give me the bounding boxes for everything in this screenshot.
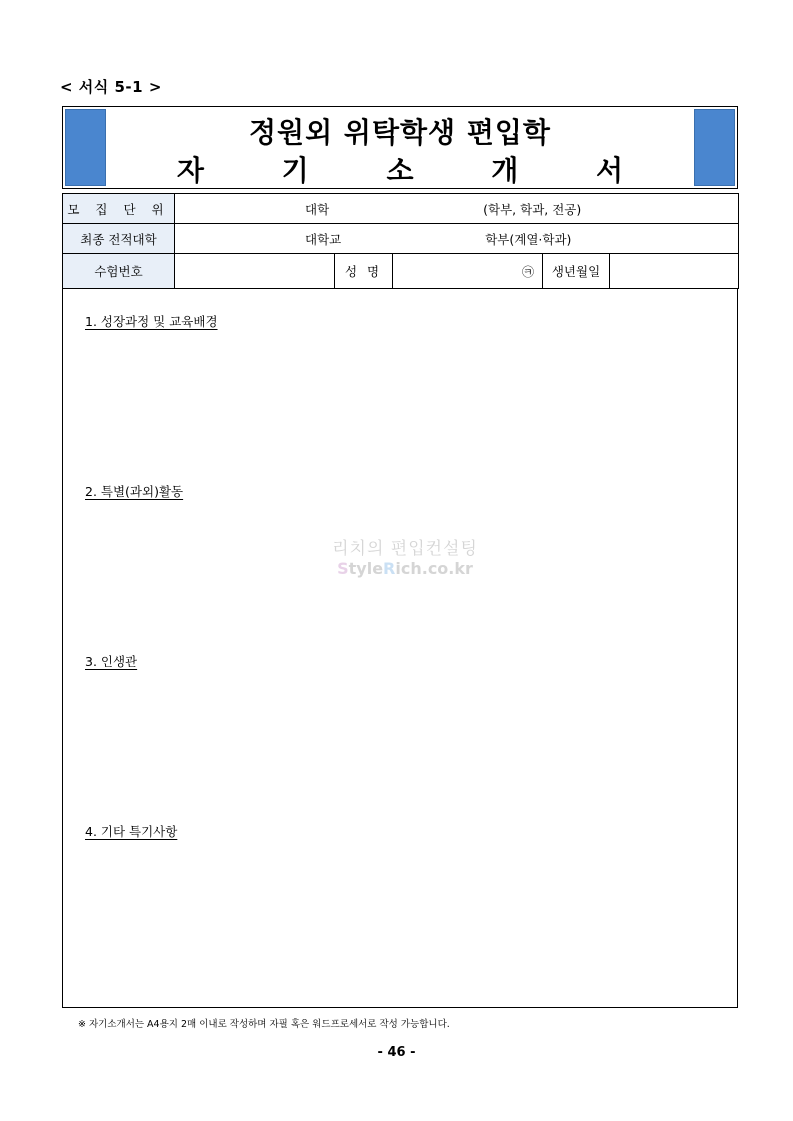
table-row [63, 194, 739, 224]
document-subtitle: 자 기 소 개 서 [176, 154, 658, 187]
header-accent-right [694, 109, 735, 186]
final-university-field[interactable] [175, 224, 739, 254]
name-field[interactable] [393, 254, 543, 289]
page-number: - 46 - [377, 1045, 416, 1060]
name-label: 성 명 [335, 254, 393, 289]
applicant-info-table [62, 193, 739, 289]
recruit-unit-field[interactable] [175, 194, 739, 224]
watermark-brand: 리치의 편입컨설팅 [332, 539, 478, 559]
final-university-label: 최종 전적대학 [63, 224, 175, 254]
birthdate-label: 생년월일 [543, 254, 610, 289]
watermark-url: StyleRich.co.kr [337, 559, 473, 578]
exam-number-label: 수험번호 [63, 254, 175, 289]
section-heading-other: 4. 기타 특기사항 [85, 824, 178, 839]
table-row [63, 254, 739, 289]
university-school-suffix: 대학교 [305, 231, 342, 247]
recruit-unit-label: 모 집 단 위 [63, 194, 175, 224]
form-label: < 서식 5-1 > [60, 78, 162, 96]
title-header [62, 106, 738, 189]
section-heading-growth: 1. 성장과정 및 교육배경 [85, 314, 218, 329]
table-row [63, 224, 739, 254]
exam-number-field[interactable] [175, 254, 335, 289]
essay-body[interactable] [62, 288, 738, 1008]
university-suffix: 대학 [305, 201, 330, 217]
watermark [325, 534, 485, 578]
department-hint: (학부, 학과, 전공) [483, 201, 582, 217]
section-heading-activities: 2. 특별(과외)활동 [85, 484, 184, 499]
department-major-suffix: 학부(계열·학과) [485, 231, 572, 247]
footnote: ※ 자기소개서는 A4용지 2매 이내로 작성하며 자필 혹은 워드프로세서로 작성 가능합니다. [78, 1019, 450, 1030]
section-heading-life-view: 3. 인생관 [85, 654, 138, 669]
seal-icon: ㉪ [521, 264, 534, 279]
document-title: 정원외 위탁학생 편입학 [249, 116, 551, 149]
birthdate-field[interactable] [610, 254, 739, 289]
